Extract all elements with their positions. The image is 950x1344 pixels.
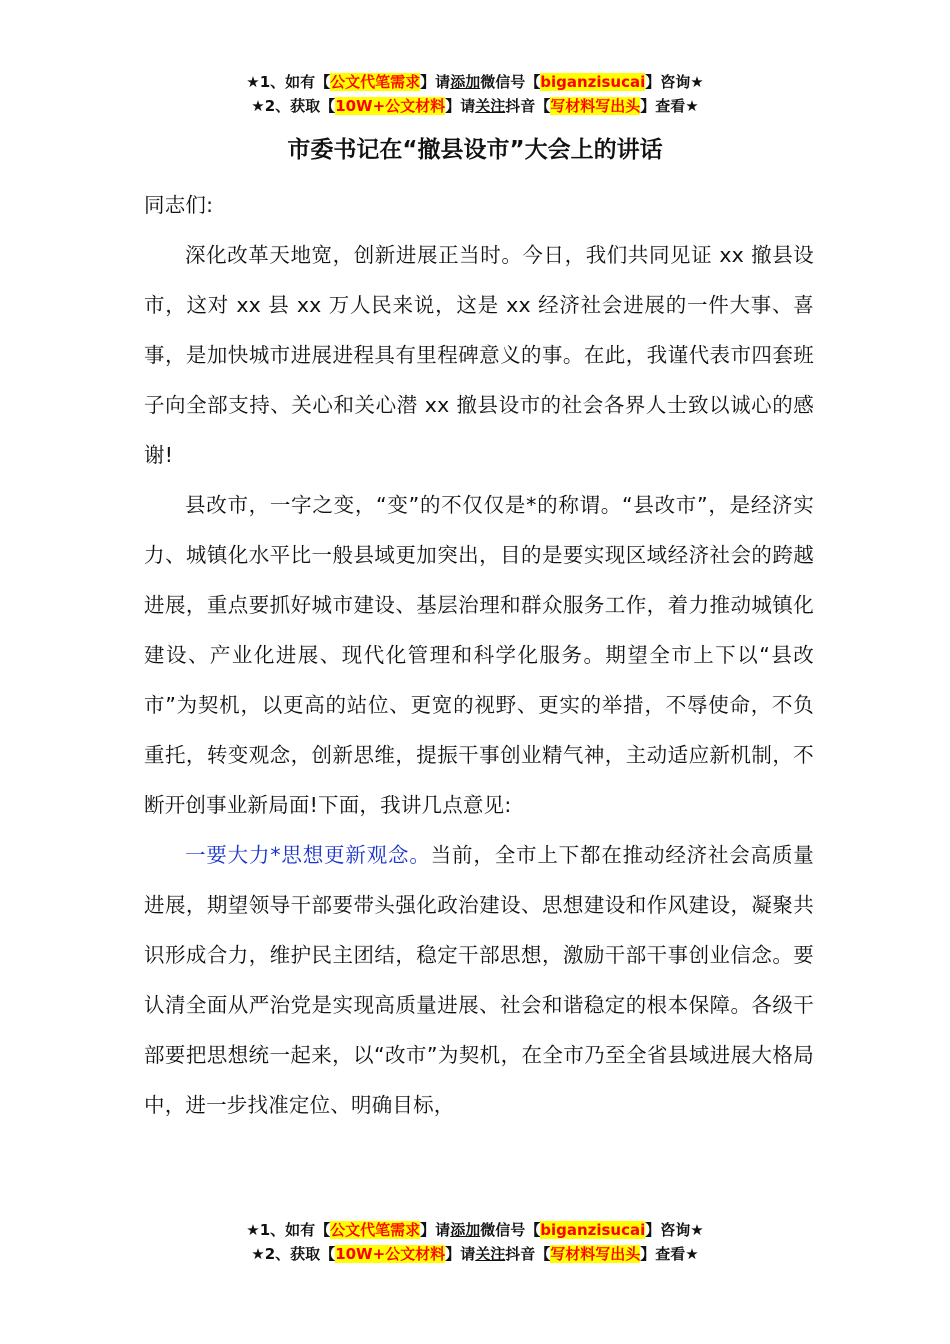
section-heading: 一要大力*思想更新观念。 [185,843,431,867]
banner-text: 】咨询★ [645,1221,704,1239]
banner-line-2 [0,94,950,118]
footer-banner [0,1218,950,1266]
banner-text: 】请 [420,1221,451,1239]
banner-highlight: 10W+公文材料 [335,97,446,115]
banner-text: 】查看★ [640,1245,699,1263]
banner-underline: 添加 [450,73,481,91]
banner-highlight: 公文代笔需求 [330,73,421,91]
banner-text: 】请 [445,97,476,115]
banner-text: ★2、获取【 [251,1245,336,1263]
banner-highlight: biganzisucai [540,1221,646,1239]
banner-text: 抖音【 [505,97,551,115]
banner-highlight: 10W+公文材料 [335,1245,446,1263]
salutation: 同志们: [144,193,214,217]
banner-line-2 [0,1242,950,1266]
banner-text: 微信号【 [480,1221,541,1239]
banner-underline: 添加 [450,1221,481,1239]
banner-line-1 [0,1218,950,1242]
document-body [144,180,814,1130]
paragraph-2: 县改市，一字之变，“变”的不仅仅是*的称谓。“县改市”，是经济实力、城镇化水平比一般县域更加突出，目的是要实现区域经济社会的跨越进展，重点要抓好城市建设、基层治理和群众服务工作，着力推动城镇化建设、产业化进展、现代化管理和科学化服务。期望全市上下以“县改市”为契机，以更高的站位、更宽的视野、更实的举措，不辱使命，不负重托，转变观念，创新思维，提振干事创业精气神，主动适应新机制，不断开创事业新局面!下面，我讲几点意见: [144,493,814,817]
paragraph-3 [144,830,814,1130]
banner-text: 】请 [445,1245,476,1263]
banner-text: ★1、如有【 [246,73,331,91]
banner-underline: 关注 [475,1245,506,1263]
banner-highlight: 写材料写出头 [550,1245,641,1263]
banner-text: ★2、获取【 [251,97,336,115]
banner-highlight: 写材料写出头 [550,97,641,115]
banner-text: 】咨询★ [645,73,704,91]
banner-underline: 关注 [475,97,506,115]
banner-text: ★1、如有【 [246,1221,331,1239]
paragraph-1: 深化改革天地宽，创新进展正当时。今日，我们共同见证 xx 撤县设市，这对 xx 县 xx 万人民来说，这是 xx 经济社会进展的一件大事、喜事，是加快城市进展进程具有里程碑意义的事。在此，我谨代表市四套班子向全部支持、关心和关心潜 xx 撤县设市的社会各界人士致以诚心的感谢! [144,243,814,467]
document-title: 市委书记在“撤县设市”大会上的讲话 [287,137,663,163]
banner-highlight: biganzisucai [540,73,646,91]
banner-text: 微信号【 [480,73,541,91]
banner-text: 抖音【 [505,1245,551,1263]
banner-text: 】查看★ [640,97,699,115]
paragraph-3-text: 当前，全市上下都在推动经济社会高质量进展，期望领导干部要带头强化政治建设、思想建设和作风建设，凝聚共识形成合力，维护民主团结，稳定干部思想，激励干部干事创业信念。要认清全面从严治党是实现高质量进展、社会和谐稳定的根本保障。各级干部要把思想统一起来，以“改市”为契机，在全市乃至全省县域进展大格局中，进一步找准定位、明确目标， [144,843,814,1117]
banner-highlight: 公文代笔需求 [330,1221,421,1239]
banner-text: 】请 [420,73,451,91]
header-banner [0,70,950,118]
banner-line-1 [0,70,950,94]
